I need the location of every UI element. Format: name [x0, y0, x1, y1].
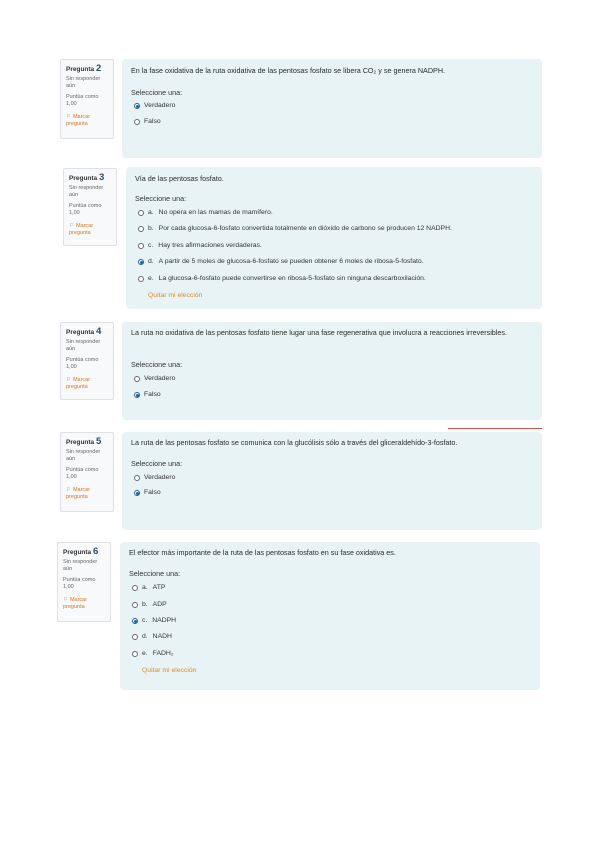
question-status: Sin responder aún — [66, 449, 101, 462]
flag-question-link[interactable]: ⚐ Marcar pregunta — [66, 114, 91, 127]
question-score: Puntúa como 1,00 — [66, 467, 99, 480]
question-number: Pregunta 5 — [66, 436, 102, 447]
answer-prompt: Seleccione una: — [131, 88, 183, 97]
option-falso[interactable]: Falso — [134, 391, 161, 398]
answer-prompt: Seleccione una: — [131, 459, 183, 468]
radio-button[interactable] — [134, 119, 140, 125]
radio-button[interactable] — [134, 490, 140, 496]
question-content-6 — [120, 542, 540, 690]
question-number: Pregunta 3 — [69, 172, 105, 183]
flag-question-link[interactable]: ⚐ Marcar pregunta — [63, 597, 88, 610]
question-content-3 — [126, 167, 542, 309]
question-text: Vía de las pentosas fosfato. — [135, 174, 224, 183]
radio-button[interactable] — [132, 618, 138, 624]
clear-choice-link[interactable]: Quitar mi elección — [148, 292, 203, 299]
answer-prompt: Seleccione una: — [129, 569, 181, 578]
option-verdadero[interactable]: Verdadero — [134, 375, 175, 382]
question-text: La ruta de las pentosas fosfato se comunica con la glucólisis sólo a través del gliceraldehído-3-fosfato. — [131, 438, 458, 447]
option-b[interactable]: b. Por cada glucosa-6-fosfato convertida totalmente en dióxido de carbono se producen 12 NADPH. — [138, 225, 452, 232]
question-info-5 — [60, 432, 114, 512]
radio-button[interactable] — [138, 243, 144, 249]
option-falso[interactable]: Falso — [134, 489, 161, 496]
option-e[interactable]: e. FADH₂ — [132, 650, 173, 657]
option-b[interactable]: b. ADP — [132, 601, 167, 608]
radio-button[interactable] — [132, 651, 138, 657]
option-a[interactable]: a. ATP — [132, 584, 165, 591]
option-verdadero[interactable]: Verdadero — [134, 474, 175, 481]
flag-question-link[interactable]: ⚐ Marcar pregunta — [66, 377, 91, 390]
flag-icon: ⚐ — [66, 487, 71, 493]
option-d[interactable]: d. NADH — [132, 633, 172, 640]
question-score: Puntúa como 1,00 — [69, 203, 102, 216]
question-info-4 — [60, 322, 114, 400]
question-status: Sin responder aún — [63, 559, 98, 572]
radio-button[interactable] — [132, 634, 138, 640]
radio-button[interactable] — [138, 226, 144, 232]
divider-line — [448, 428, 542, 429]
question-text: La ruta no oxidativa de las pentosas fosfato tiene lugar una fase regenerativa que involucra a reacciones irreversibles. — [131, 328, 507, 337]
flag-question-link[interactable]: ⚐ Marcar pregunta — [69, 223, 94, 236]
flag-icon: ⚐ — [66, 377, 71, 383]
answer-prompt: Seleccione una: — [131, 360, 183, 369]
option-c[interactable]: c. NADPH — [132, 617, 176, 624]
flag-icon: ⚐ — [63, 597, 68, 603]
question-score: Puntúa como 1,00 — [66, 357, 99, 370]
option-e[interactable]: e. La glucosa-6-fosfato puede convertirse en ribosa-5-fosfato sin ninguna descarboxilación. — [138, 275, 426, 282]
radio-button[interactable] — [138, 210, 144, 216]
radio-button[interactable] — [138, 259, 144, 265]
answer-prompt: Seleccione una: — [135, 194, 187, 203]
question-score: Puntúa como 1,00 — [66, 94, 99, 107]
radio-button[interactable] — [138, 276, 144, 282]
question-status: Sin responder aún — [66, 339, 101, 352]
question-text: El efector más importante de la ruta de las pentosas fosfato en su fase oxidativa es. — [129, 548, 396, 557]
question-content-2 — [122, 59, 542, 158]
option-d[interactable]: d. A partir de 5 moles de glucosa-6-fosfato se pueden obtener 6 moles de ribosa-5-fosfato. — [138, 258, 424, 265]
question-status: Sin responder aún — [69, 185, 104, 198]
question-score: Puntúa como 1,00 — [63, 577, 96, 590]
question-info-6 — [57, 542, 111, 622]
question-info-2 — [60, 59, 114, 139]
question-content-5 — [122, 432, 542, 530]
question-info-3 — [63, 168, 117, 246]
radio-button[interactable] — [132, 585, 138, 591]
option-verdadero[interactable]: Verdadero — [134, 102, 175, 109]
flag-question-link[interactable]: ⚐ Marcar pregunta — [66, 487, 91, 500]
question-text: En la fase oxidativa de la ruta oxidativa de las pentosas fosfato se libera CO₂ y se genera NADPH. — [131, 66, 446, 75]
clear-choice-link[interactable]: Quitar mi elección — [142, 667, 197, 674]
radio-button[interactable] — [134, 475, 140, 481]
option-c[interactable]: c. Hay tres afirmaciones verdaderas. — [138, 242, 262, 249]
question-number: Pregunta 2 — [66, 63, 102, 74]
radio-button[interactable] — [134, 392, 140, 398]
radio-button[interactable] — [132, 602, 138, 608]
radio-button[interactable] — [134, 376, 140, 382]
question-number: Pregunta 6 — [63, 546, 99, 557]
flag-icon: ⚐ — [69, 223, 74, 229]
option-falso[interactable]: Falso — [134, 118, 161, 125]
option-a[interactable]: a. No opera en las mamas de mamífero. — [138, 209, 273, 216]
radio-button[interactable] — [134, 103, 140, 109]
question-content-4 — [122, 322, 542, 420]
question-status: Sin responder aún — [66, 76, 101, 89]
flag-icon: ⚐ — [66, 114, 71, 120]
question-number: Pregunta 4 — [66, 326, 102, 337]
